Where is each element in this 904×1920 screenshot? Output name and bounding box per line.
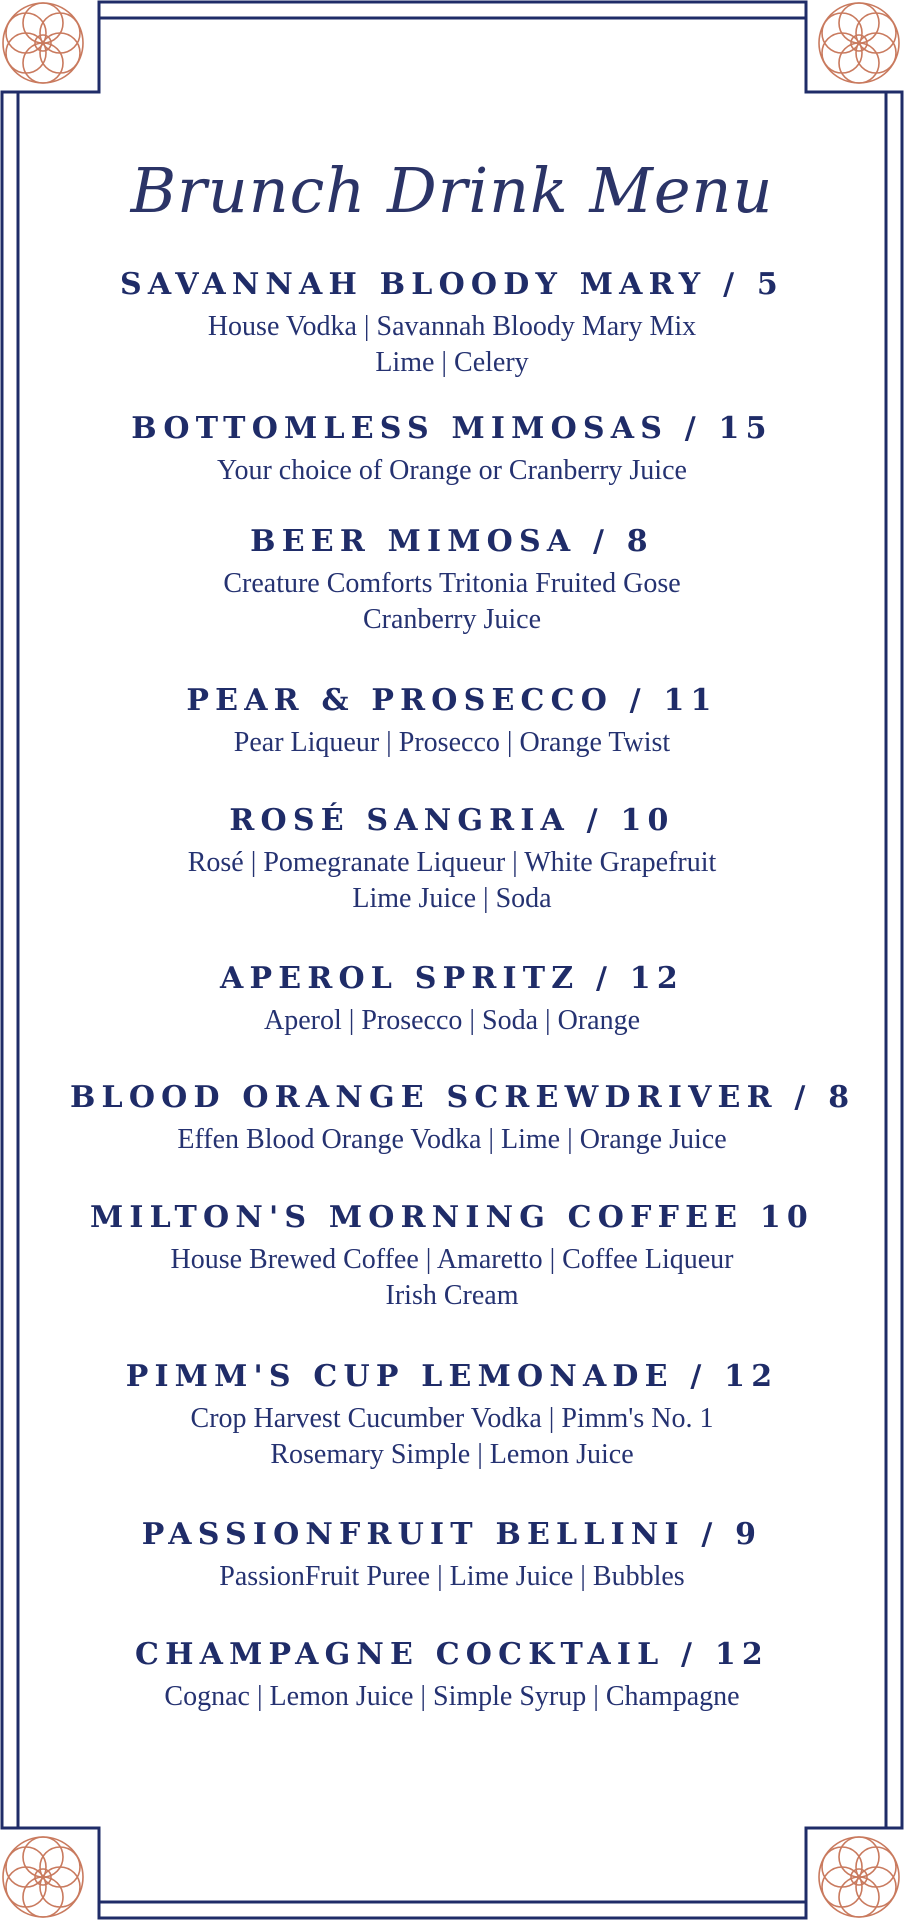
description-line: Lime | Celery bbox=[375, 347, 529, 378]
item-description bbox=[70, 1401, 834, 1473]
item-name: BLOOD ORANGE SCREWDRIVER / 8 bbox=[70, 1080, 856, 1115]
rosette-icon-bottom-left bbox=[3, 1837, 83, 1917]
description-line: Effen Blood Orange Vodka | Lime | Orange Juice bbox=[177, 1124, 727, 1155]
rosette-icon-top-left bbox=[3, 3, 83, 83]
item-name: BOTTOMLESS MIMOSAS / 15 bbox=[131, 411, 773, 446]
item-name: SAVANNAH BLOODY MARY / 5 bbox=[120, 267, 784, 302]
menu-item bbox=[70, 524, 834, 638]
description-line: Aperol | Prosecco | Soda | Orange bbox=[263, 1005, 641, 1036]
item-description bbox=[70, 309, 834, 381]
description-line: Rosemary Simple | Lemon Juice bbox=[270, 1439, 634, 1470]
menu-item bbox=[70, 411, 834, 489]
item-description bbox=[70, 1122, 834, 1158]
item-name: ROSÉ SANGRIA / 10 bbox=[229, 803, 675, 838]
description-line: Irish Cream bbox=[385, 1280, 519, 1311]
item-name: APEROL SPRITZ / 12 bbox=[220, 961, 684, 996]
description-line: Cognac | Lemon Juice | Simple Syrup | Champagne bbox=[164, 1681, 740, 1712]
rosette-icon-bottom-right bbox=[819, 1837, 899, 1917]
item-description bbox=[70, 566, 834, 638]
menu-item bbox=[70, 1200, 834, 1314]
rosette-icon-top-right bbox=[819, 3, 899, 83]
description-line: Rosé | Pomegranate Liqueur | White Grapefruit bbox=[187, 847, 717, 878]
menu-item bbox=[70, 1080, 856, 1158]
menu-item bbox=[70, 1517, 834, 1595]
description-line: Crop Harvest Cucumber Vodka | Pimm's No. 1 bbox=[190, 1403, 714, 1434]
item-name: PIMM'S CUP LEMONADE / 12 bbox=[125, 1359, 779, 1394]
description-line: Lime Juice | Soda bbox=[352, 883, 552, 914]
item-name: PEAR & PROSECCO / 11 bbox=[186, 683, 718, 718]
menu-item bbox=[70, 961, 834, 1039]
item-description bbox=[70, 453, 834, 489]
item-name: CHAMPAGNE COCKTAIL / 12 bbox=[135, 1637, 769, 1672]
menu-item bbox=[70, 683, 834, 761]
item-description bbox=[70, 1679, 834, 1715]
description-line: House Brewed Coffee | Amaretto | Coffee Liqueur bbox=[170, 1244, 734, 1275]
menu-title: Brunch Drink Menu bbox=[130, 154, 774, 227]
item-name: PASSIONFRUIT BELLINI / 9 bbox=[141, 1517, 763, 1552]
description-line: Cranberry Juice bbox=[362, 604, 542, 635]
item-name: BEER MIMOSA / 8 bbox=[250, 524, 654, 559]
item-description bbox=[70, 725, 834, 761]
item-description bbox=[70, 1242, 834, 1314]
description-line: Your choice of Orange or Cranberry Juice bbox=[217, 455, 687, 486]
menu-item bbox=[70, 1637, 834, 1715]
description-line: Pear Liqueur | Prosecco | Orange Twist bbox=[233, 727, 671, 758]
description-line: House Vodka | Savannah Bloody Mary Mix bbox=[207, 311, 697, 342]
description-line: PassionFruit Puree | Lime Juice | Bubbles bbox=[219, 1561, 685, 1592]
menu-item bbox=[70, 803, 834, 917]
item-description bbox=[70, 1559, 834, 1595]
item-description bbox=[70, 845, 834, 917]
menu-item bbox=[70, 1359, 834, 1473]
menu-item bbox=[70, 267, 834, 381]
item-name: MILTON'S MORNING COFFEE 10 bbox=[89, 1200, 814, 1235]
item-description bbox=[70, 1003, 834, 1039]
description-line: Creature Comforts Tritonia Fruited Gose bbox=[223, 568, 681, 599]
